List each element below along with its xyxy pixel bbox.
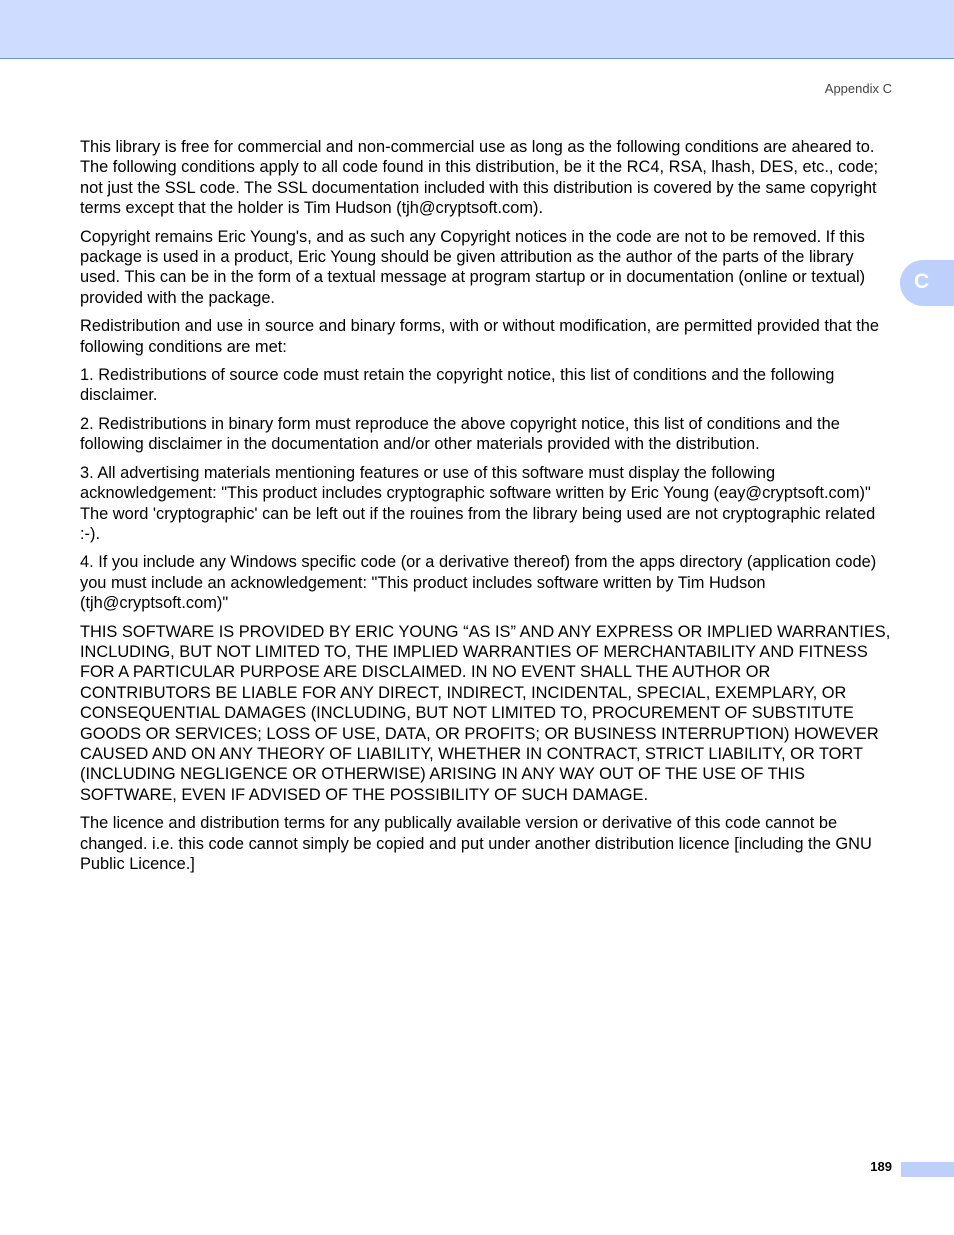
paragraph-condition-3: 3. All advertising materials mentioning features or use of this software must display the following acknowledgement: "This product includes cryptographic software written by Eric Young (eay@cryptsoft.com)" The word 'cryptographic' can be left out if the rouines from the library being used are not cryptographic related :-). <box>80 463 876 543</box>
paragraph-condition-2: 2. Redistributions in binary form must reproduce the above copyright notice, this list of conditions and the following disclaimer in the documentation and/or other materials provided with the distribution. <box>80 414 840 454</box>
paragraph-disclaimer: THIS SOFTWARE IS PROVIDED BY ERIC YOUNG “AS IS” AND ANY EXPRESS OR IMPLIED WARRANTIES, INCLUDING, BUT NOT LIMITED TO, THE IMPLIED WARRANTIES OF MERCHANTABILITY AND FITNESS FOR A PARTICULAR PURPOSE ARE DISCLAIMED. IN NO EVENT SHALL THE AUTHOR OR CONTRIBUTORS BE LIABLE FOR ANY DIRECT, INDIRECT, INCIDENTAL, SPECIAL, EXEMPLARY, OR CONSEQUENTIAL DAMAGES (INCLUDING, BUT NOT LIMITED TO, PROCUREMENT OF SUBSTITUTE GOODS OR SERVICES; LOSS OF USE, DATA, OR PROFITS; OR BUSINESS INTERRUPTION) HOWEVER CAUSED AND ON ANY THEORY OF LIABILITY, WHETHER IN CONTRACT, STRICT LIABILITY, OR TORT (INCLUDING NEGLIGENCE OR OTHERWISE) ARISING IN ANY WAY OUT OF THE USE OF THIS SOFTWARE, EVEN IF ADVISED OF THE POSSIBILITY OF SUCH DAMAGE. <box>80 622 891 804</box>
paragraph-redistribution: Redistribution and use in source and binary forms, with or without modification, are permitted provided that the following conditions are met: <box>80 317 880 356</box>
top-banner <box>0 0 954 59</box>
paragraph-condition-4: 4. If you include any Windows specific code (or a derivative thereof) from the apps directory (application code) you must include an acknowledgement: "This product includes software written by Tim Hudson (tjh@cryptsoft.com)" <box>80 553 877 613</box>
running-header: Appendix C <box>824 81 892 96</box>
paragraph-license-scope: This library is free for commercial and non-commercial use as long as the following conditions are aheared to. The following conditions apply to all code found in this distribution, be it the RC4, RSA, lhash, DES, etc., code; not just the SSL code. The SSL documentation included with this distribution is covered by the same copyright terms except that the holder is Tim Hudson (tjh@cryptsoft.com). <box>80 138 879 218</box>
paragraph-condition-1: 1. Redistributions of source code must retain the copyright notice, this list of conditions and the following disclaimer. <box>80 366 835 405</box>
paragraph-copyright: Copyright remains Eric Young's, and as such any Copyright notices in the code are not to be removed. If this package is used in a product, Eric Young should be given attribution as the author of the parts of the library used. This can be in the form of a textual message at program startup or in documentation (online or textual) provided with the package. <box>80 227 866 307</box>
footer-bar <box>901 1162 954 1177</box>
body-text <box>80 137 894 882</box>
chapter-tab-label: C <box>914 270 930 293</box>
page-number: 189 <box>870 1159 892 1174</box>
chapter-tab <box>900 260 954 306</box>
paragraph-licence-terms: The licence and distribution terms for any publically available version or derivative of this code cannot be changed. i.e. this code cannot simply be copied and put under another distribution licence [including the GNU Public Licence.] <box>80 814 872 873</box>
